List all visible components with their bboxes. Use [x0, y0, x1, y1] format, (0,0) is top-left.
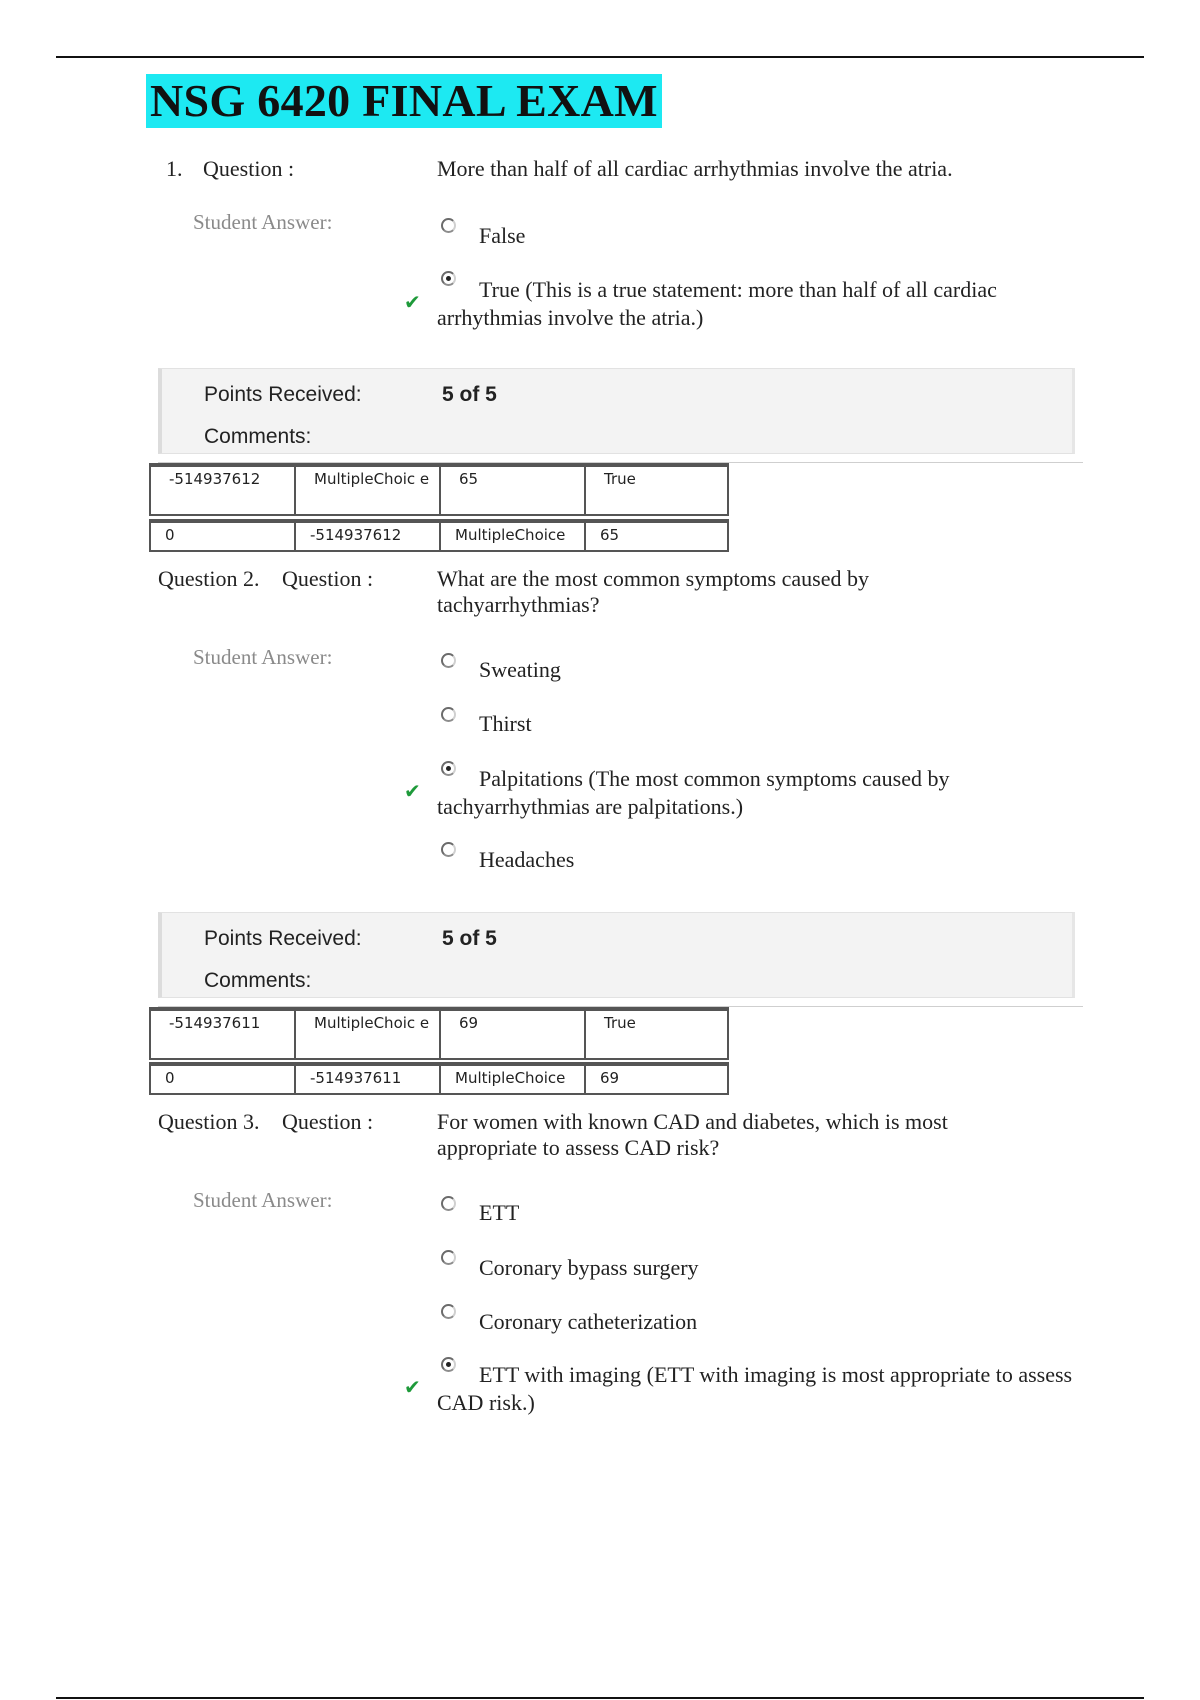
- points-value: 5 of 5: [442, 927, 497, 950]
- question-1-text: More than half of all cardiac arrhythmias involve the atria.: [437, 156, 953, 181]
- table-cell: 0: [150, 1064, 295, 1094]
- table-cell: True: [585, 1009, 728, 1059]
- table-cell: -514937612: [150, 465, 295, 515]
- table-row: [150, 465, 728, 515]
- table-cell: 69: [585, 1064, 728, 1094]
- table-cell: -514937611: [150, 1009, 295, 1059]
- answer-option: ETT: [479, 1200, 520, 1225]
- top-rule: [56, 56, 1144, 58]
- points-panel: [158, 368, 1075, 454]
- table-row: [150, 521, 728, 551]
- table-cell: 0: [150, 521, 295, 551]
- table-cell: -514937612: [295, 521, 440, 551]
- table-cell: True: [585, 465, 728, 515]
- table-cell: -514937611: [295, 1064, 440, 1094]
- table-cell: MultipleChoice: [440, 1064, 585, 1094]
- answer-option: False: [479, 223, 526, 248]
- table-row: [150, 1064, 728, 1094]
- question-1-label: Question :: [203, 156, 295, 181]
- answer-option: Coronary catheterization: [479, 1309, 698, 1334]
- question-1-number: 1.: [166, 156, 183, 181]
- answer-option-correct: Palpitations (The most common symptoms caused by tachyarrhythmias are palpitations.): [437, 766, 950, 819]
- page-title: NSG 6420 FINAL EXAM: [146, 74, 662, 128]
- student-answer-label: Student Answer:: [193, 1188, 333, 1212]
- answer-option: Coronary bypass surgery: [479, 1255, 699, 1280]
- comments-label: Comments:: [204, 425, 312, 448]
- table-cell: MultipleChoice: [440, 521, 585, 551]
- question-3-number: Question 3.: [158, 1109, 260, 1134]
- table-cell: MultipleChoic e: [295, 465, 440, 515]
- question-3-label: Question :: [282, 1109, 374, 1134]
- points-panel: [158, 912, 1075, 998]
- meta-table: [149, 519, 729, 552]
- table-cell: 65: [585, 521, 728, 551]
- student-answer-label: Student Answer:: [193, 645, 333, 669]
- points-value: 5 of 5: [442, 383, 497, 406]
- correct-check-icon: ✔: [404, 1375, 421, 1399]
- table-cell: 65: [440, 465, 585, 515]
- answer-option-correct: ETT with imaging (ETT with imaging is most appropriate to assess CAD risk.): [437, 1362, 1073, 1415]
- question-2-label: Question :: [282, 566, 374, 591]
- correct-check-icon: ✔: [404, 779, 421, 803]
- answer-option: Headaches: [479, 847, 575, 872]
- meta-table: [149, 1062, 729, 1095]
- points-label: Points Received:: [204, 383, 362, 406]
- correct-check-icon: ✔: [404, 290, 421, 314]
- table-cell: 69: [440, 1009, 585, 1059]
- student-answer-label: Student Answer:: [193, 210, 333, 234]
- question-3-text: For women with known CAD and diabetes, which is most appropriate to assess CAD risk?: [437, 1109, 948, 1160]
- points-label: Points Received:: [204, 927, 362, 950]
- question-2-number: Question 2.: [158, 566, 260, 591]
- question-2-text: What are the most common symptoms caused by tachyarrhythmias?: [437, 566, 869, 617]
- answer-option-correct: True (This is a true statement: more than half of all cardiac arrhythmias involve the atria.): [437, 277, 997, 330]
- table-row: [150, 1009, 728, 1059]
- table-cell: MultipleChoic e: [295, 1009, 440, 1059]
- meta-table: [149, 463, 729, 516]
- answer-option: Thirst: [479, 711, 532, 736]
- answer-option: Sweating: [479, 657, 561, 682]
- meta-table: [149, 1007, 729, 1060]
- comments-label: Comments:: [204, 969, 312, 992]
- bottom-rule: [56, 1697, 1144, 1699]
